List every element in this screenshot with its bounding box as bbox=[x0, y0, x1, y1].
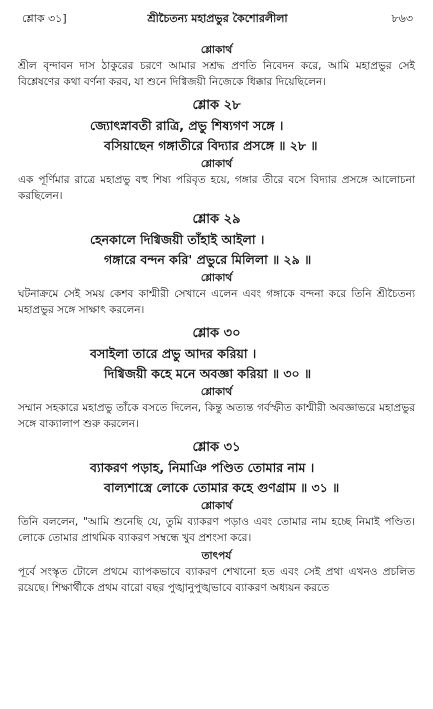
verse-line: দিগ্বিজয়ী কহে মনে অবজ্ঞা করিয়া ॥ ৩০ ॥ bbox=[104, 366, 312, 381]
verse-line: ব্যাকরণ পড়াহ, নিমাঞি পণ্ডিত তোমার নাম । bbox=[90, 460, 315, 475]
verse-heading: শ্লোক ২৯ bbox=[192, 212, 241, 227]
translation-heading: শ্লোকার্থ bbox=[200, 500, 233, 512]
purport-paragraph: পূর্বে সংস্কৃত টোলে প্রথমে ব্যাপকভাবে ব্যাকরণ শেখানো হত এবং সেই প্রথা এখনও প্রচলিত রয়েছে। শিক্ষার্থীকে প্রথম বারো বছর পুঙ্খানুপুঙ্খভাবে ব্যাকরণ অধ্যয়ন করতে bbox=[18, 566, 415, 594]
page-content bbox=[18, 42, 415, 598]
translation-heading: শ্লোকার্থ bbox=[200, 158, 233, 170]
header-chapter-title: শ্রীচৈতন্য মহাপ্রভুর কৈশোরলীলা bbox=[147, 12, 288, 25]
verse-heading: শ্লোক ৩০ bbox=[192, 326, 241, 341]
verse-line: বসিয়াছেন গঙ্গাতীরে বিদ্যার প্রসঙ্গে ॥ ২৮ ॥ bbox=[104, 138, 318, 153]
translation-paragraph: শ্রীল বৃন্দাবন দাস ঠাকুরের চরণে আমার সশ্রদ্ধ প্রণতি নিবেদন করে, আমি মহাপ্রভুর সেই বিশ্লেষণের কথা বর্ণনা করব, যা শুনে দিগ্বিজয়ী নিজেকে ধিক্কার দিয়েছিলেন। bbox=[18, 60, 415, 88]
page-header bbox=[22, 10, 413, 28]
verse-heading: শ্লোক ৩১ bbox=[192, 440, 241, 455]
header-verse-ref: শ্লোক ৩১] bbox=[22, 12, 67, 25]
verse-line: জ্যোৎস্নাবতী রাত্রি, প্রভু শিষ্যগণ সঙ্গে । bbox=[90, 118, 284, 133]
purport-heading: তাৎপর্য bbox=[201, 550, 232, 562]
translation-paragraph: ঘটনাক্রমে সেই সময় কেশব কাশ্মীরী সেখানে এলেন এবং গঙ্গাকে বন্দনা করে তিনি শ্রীচৈতন্য মহাপ্রভুর সঙ্গে সাক্ষাৎ করলেন। bbox=[18, 288, 415, 316]
translation-heading: শ্লোকার্থ bbox=[200, 44, 233, 56]
verse-line: হেনকালে দিগ্বিজয়ী তাঁহাই আইলা । bbox=[90, 232, 265, 247]
verse-line: গঙ্গারে বন্দন করি' প্রভুরে মিলিলা ॥ ২৯ ॥ bbox=[104, 252, 312, 267]
translation-heading: শ্লোকার্থ bbox=[200, 386, 233, 398]
translation-paragraph: তিনি বললেন, "আমি শুনেছি যে, তুমি ব্যাকরণ পড়াও এবং তোমার নাম হচ্ছে নিমাই পণ্ডিত। লোকে তোমার প্রাথমিক ব্যাকরণ সম্বন্ধে খুব প্রশংসা করে। bbox=[18, 516, 415, 544]
verse-heading: শ্লোক ২৮ bbox=[192, 98, 241, 113]
header-page-number: ৮৬৩ bbox=[391, 12, 413, 25]
translation-paragraph: সম্মান সহকারে মহাপ্রভু তাঁকে বসতে দিলেন, কিন্তু অত্যন্ত গর্বস্ফীত কাশ্মীরী অবজ্ঞাভরে মহাপ্রভুর সঙ্গে বাক্যালাপ শুরু করলেন। bbox=[18, 402, 415, 430]
translation-paragraph: এক পূর্ণিমার রাত্রে মহাপ্রভু বহু শিষ্য পরিবৃত হয়ে, গঙ্গার তীরে বসে বিদ্যার প্রসঙ্গে আলোচনা করছিলেন। bbox=[18, 174, 415, 202]
verse-line: বাল্যশাস্ত্রে লোকে তোমার কহে গুণগ্রাম ॥ ৩১ ॥ bbox=[104, 480, 340, 495]
translation-heading: শ্লোকার্থ bbox=[200, 272, 233, 284]
verse-line: বসাইলা তারে প্রভু আদর করিয়া । bbox=[90, 346, 257, 361]
